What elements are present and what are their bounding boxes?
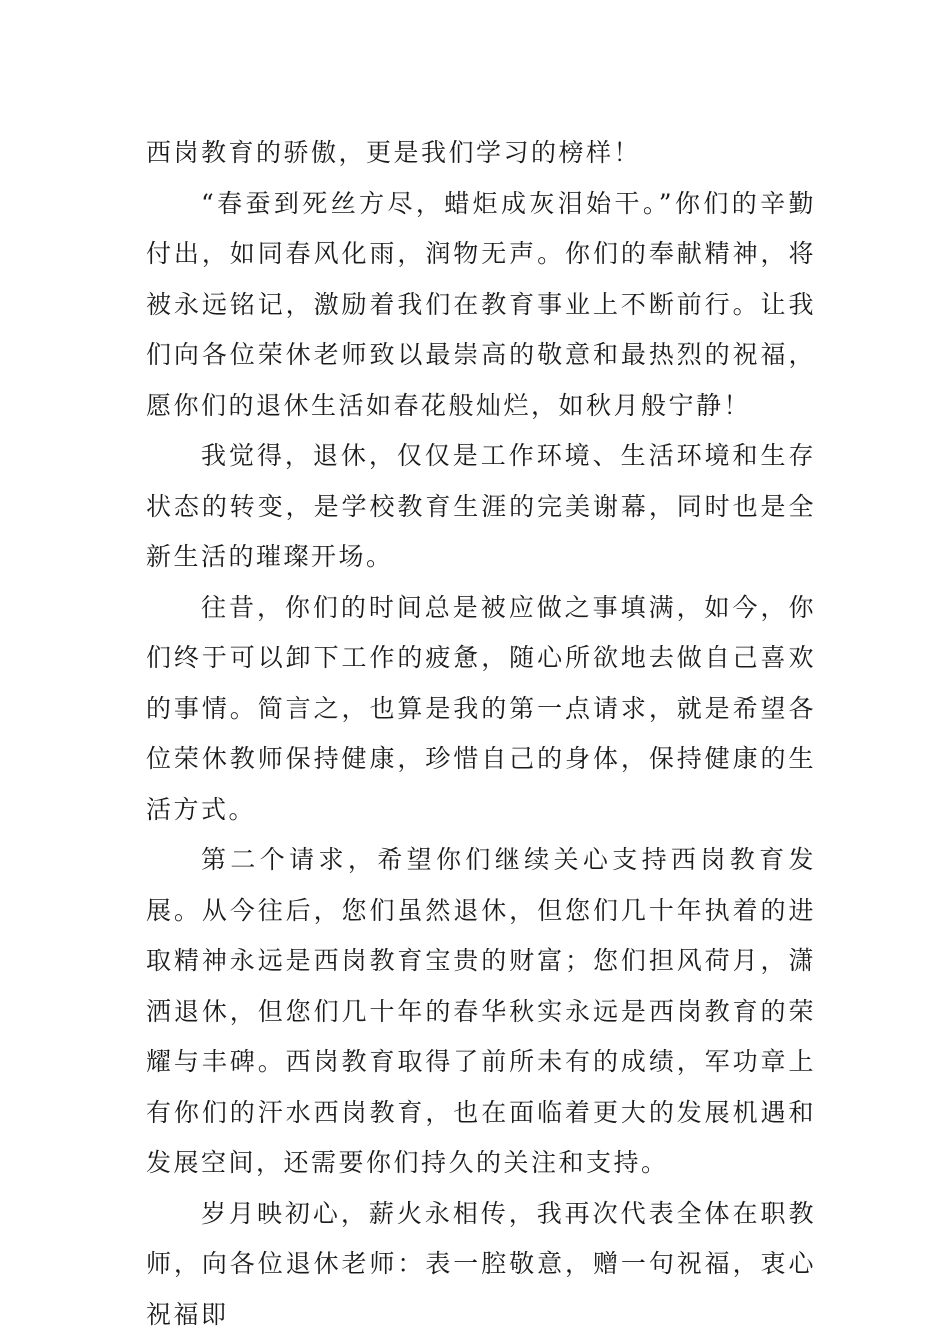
paragraph-5: 第二个请求，希望你们继续关心支持西岗教育发展。从今往后，您们虽然退休，但您们几十年执着的进取精神永远是西岗教育宝贵的财富；您们担风荷月，潇洒退休，但您们几十年的春华秋实永远是西岗教育的荣耀与丰碑。西岗教育取得了前所未有的成绩，军功章上有你们的汗水西岗教育，也在面临着更大的发展机遇和发展空间，还需要你们持久的关注和支持。 [146, 845, 816, 1177]
paragraph-1: 西岗教育的骄傲，更是我们学习的榜样！ [146, 138, 642, 167]
paragraph-3: 我觉得，退休，仅仅是工作环境、生活环境和生存状态的转变，是学校教育生涯的完美谢幕，同时也是全新生活的璀璨开场。 [146, 441, 816, 571]
paragraph-2: “春蚕到死丝方尽，蜡炬成灰泪始干。”你们的辛勤付出，如同春风化雨，润物无声。你们的奉献精神，将被永远铭记，激励着我们在教育事业上不断前行。让我们向各位荣休老师致以最崇高的敬意和最热烈的祝福，愿你们的退休生活如春花般灿烂，如秋月般宁静！ [146, 188, 816, 420]
paragraph-6: 岁月映初心，薪火永相传，我再次代表全体在职教师，向各位退休老师：表一腔敬意，赠一句祝福，衷心祝福即 [146, 1198, 816, 1329]
paragraph-4: 往昔，你们的时间总是被应做之事填满，如今，你们终于可以卸下工作的疲惫，随心所欲地去做自己喜欢的事情。简言之，也算是我的第一点请求，就是希望各位荣休教师保持健康，珍惜自己的身体，保持健康的生活方式。 [146, 592, 816, 824]
document-body [146, 128, 816, 1340]
